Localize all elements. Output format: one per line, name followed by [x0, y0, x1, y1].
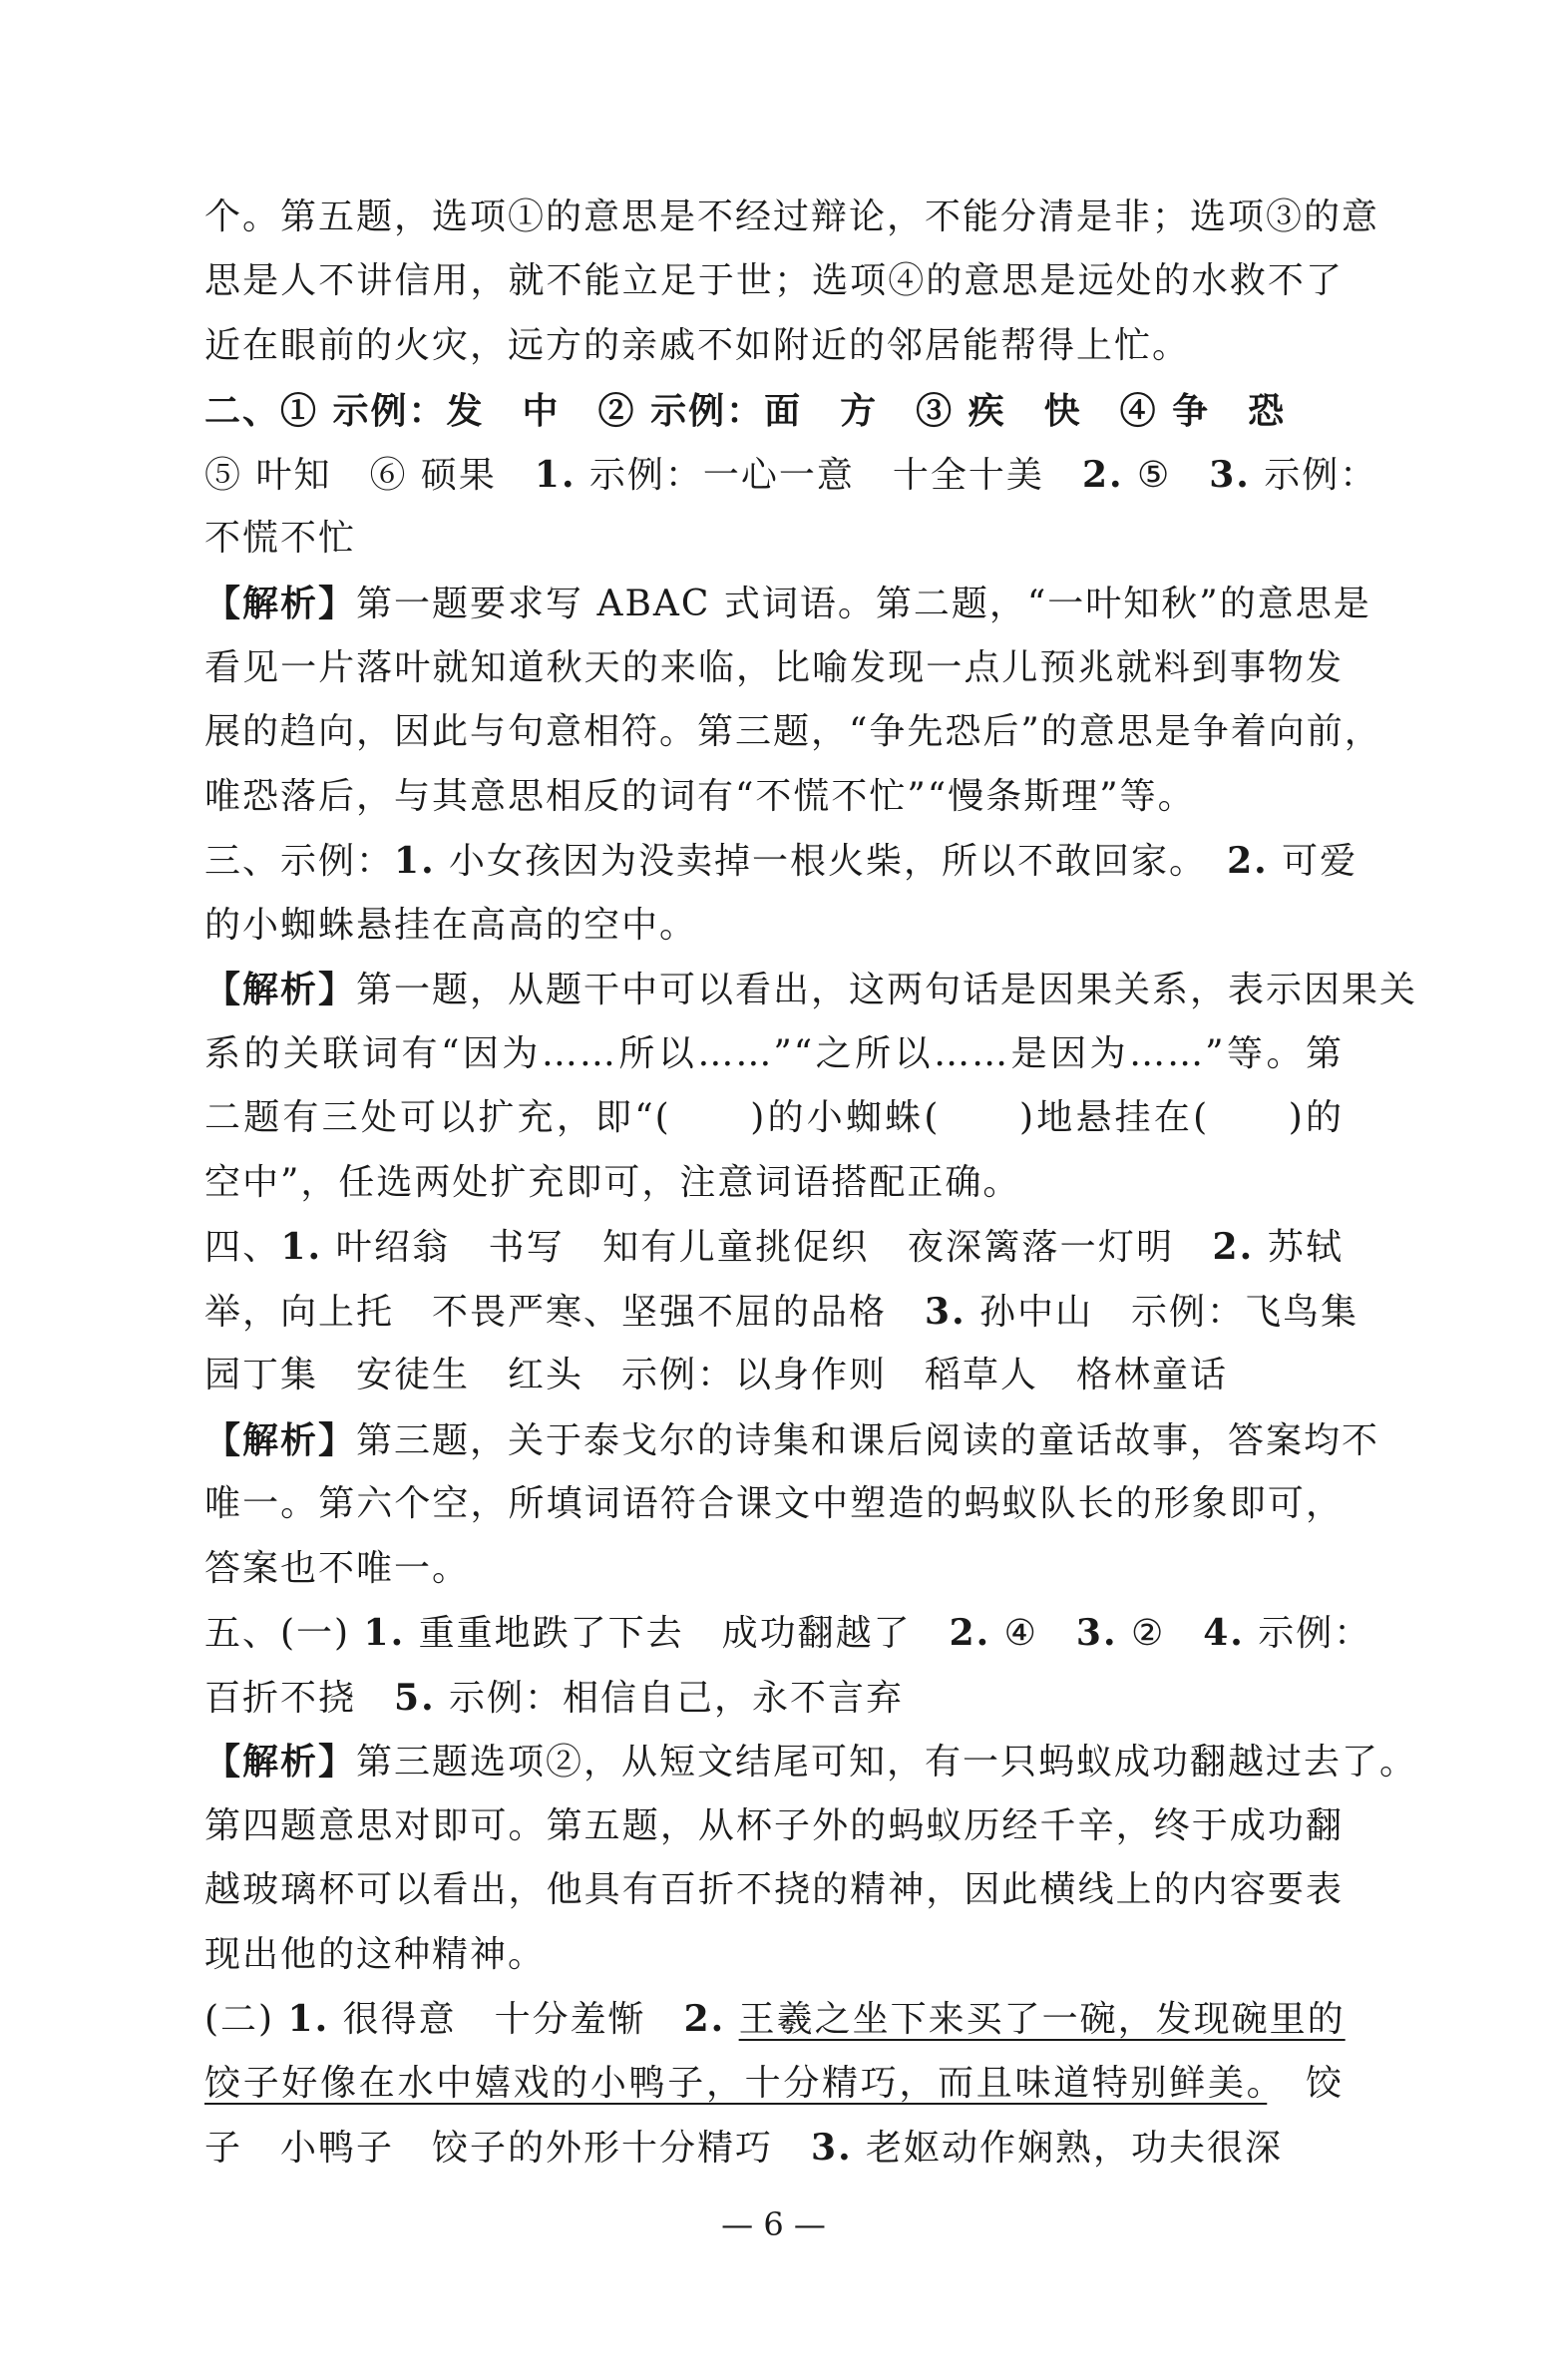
answer-line: 园丁集 安徒生 红头 示例：以身作则 稻草人 格林童话 — [204, 1355, 1229, 1395]
underlined-answer: 饺子好像在水中嬉戏的小鸭子，十分精巧，而且味道特别鲜美。 — [204, 2063, 1268, 2104]
text-line: 唯恐落后，与其意思相反的词有“不慌不忙”“慢条斯理”等。 — [204, 776, 1196, 817]
answer-line: 三、示例：1. 小女孩因为没卖掉一根火柴，所以不敢回家。 2. 可爱 — [204, 840, 1358, 882]
answer-line: 五、(一) 1. 重重地跌了下去 成功翻越了 2. ④ 3. ② 4. 示例： — [204, 1612, 1372, 1654]
answer-line: 四、1. 叶绍翁 书写 知有儿童挑促织 夜深篱落一灯明 2. 苏轼 — [204, 1226, 1344, 1268]
text-line: 现出他的这种精神。 — [204, 1934, 547, 1975]
analysis-label: 【解析】 — [204, 969, 357, 1010]
analysis-label: 【解析】 — [204, 583, 357, 624]
text-line: 空中”，任选两处扩充即可，注意词语搭配正确。 — [204, 1162, 1021, 1203]
answer-line: 举，向上托 不畏严寒、坚强不屈的品格 3. 孙中山 示例：飞鸟集 — [204, 1291, 1359, 1333]
answer-line: 子 小鸭子 饺子的外形十分精巧 3. 老妪动作娴熟，功夫很深 — [204, 2127, 1284, 2169]
answer-line: (二) 1. 很得意 十分羞惭 2. 王羲之坐下来买了一碗，发现碗里的 — [204, 1998, 1346, 2040]
text-line: 越玻璃杯可以看出，他具有百折不挠的精神，因此横线上的内容要表 — [204, 1869, 1344, 1910]
analysis-line: 【解析】第三题选项②，从短文结尾可知，有一只蚂蚁成功翻越过去了。 — [204, 1741, 1418, 1783]
answer-line: 饺子好像在水中嬉戏的小鸭子，十分精巧，而且味道特别鲜美。 饺 — [204, 2063, 1344, 2104]
analysis-line: 【解析】第三题，关于泰戈尔的诗集和课后阅读的童话故事，答案均不 — [204, 1419, 1380, 1461]
page-number: — 6 — — [721, 2205, 826, 2243]
text-line: 二题有三处可以扩充，即“( )的小蜘蛛( )地悬挂在( )的 — [204, 1097, 1344, 1138]
text-line: 唯一。第六个空，所填词语符合课文中塑造的蚂蚁队长的形象即可， — [204, 1483, 1344, 1524]
underlined-answer: 王羲之坐下来买了一碗，发现碗里的 — [738, 1999, 1346, 2040]
analysis-line: 【解析】第一题要求写 ABAC 式词语。第二题，“一叶知秋”的意思是 — [204, 583, 1371, 624]
answer-line — [204, 389, 1344, 437]
text-line: 系的关联词有“因为……所以……”“之所以……是因为……”等。第 — [204, 1033, 1344, 1074]
analysis-label: 【解析】 — [204, 1419, 357, 1461]
text-line: 看见一片落叶就知道秋天的来临，比喻发现一点儿预兆就料到事物发 — [204, 647, 1344, 688]
analysis-line: 【解析】第一题，从题干中可以看出，这两句话是因果关系，表示因果关 — [204, 969, 1418, 1010]
section-heading: 二、① 示例：发 中 ② 示例：面 方 ③ 疾 快 ④ 争 恐 — [204, 390, 1287, 432]
analysis-label: 【解析】 — [204, 1741, 357, 1783]
text-line: 第四题意思对即可。第五题，从杯子外的蚂蚁历经千辛，终于成功翻 — [204, 1805, 1344, 1846]
text-line: 思是人不讲信用，就不能立足于世；选项④的意思是远处的水救不了 — [204, 260, 1344, 301]
text-line: 个。第五题，选项①的意思是不经过辩论，不能分清是非；选项③的意 — [204, 197, 1380, 237]
text-line: 展的趋向，因此与句意相符。第三题，“争先恐后”的意思是争着向前， — [204, 711, 1382, 752]
answer-line: 百折不挠 5. 示例：相信自己，永不言弃 — [204, 1677, 905, 1719]
text-line: 近在眼前的火灾，远方的亲戚不如附近的邻居能帮得上忙。 — [204, 325, 1191, 366]
answer-line: ⑤ 叶知 ⑥ 硕果 1. 示例：一心一意 十全十美 2. ⑤ 3. 示例： — [204, 454, 1378, 496]
answer-line: 的小蜘蛛悬挂在高高的空中。 — [204, 905, 698, 946]
answer-line: 不慌不忙 — [204, 518, 357, 559]
text-line: 答案也不唯一。 — [204, 1548, 471, 1589]
